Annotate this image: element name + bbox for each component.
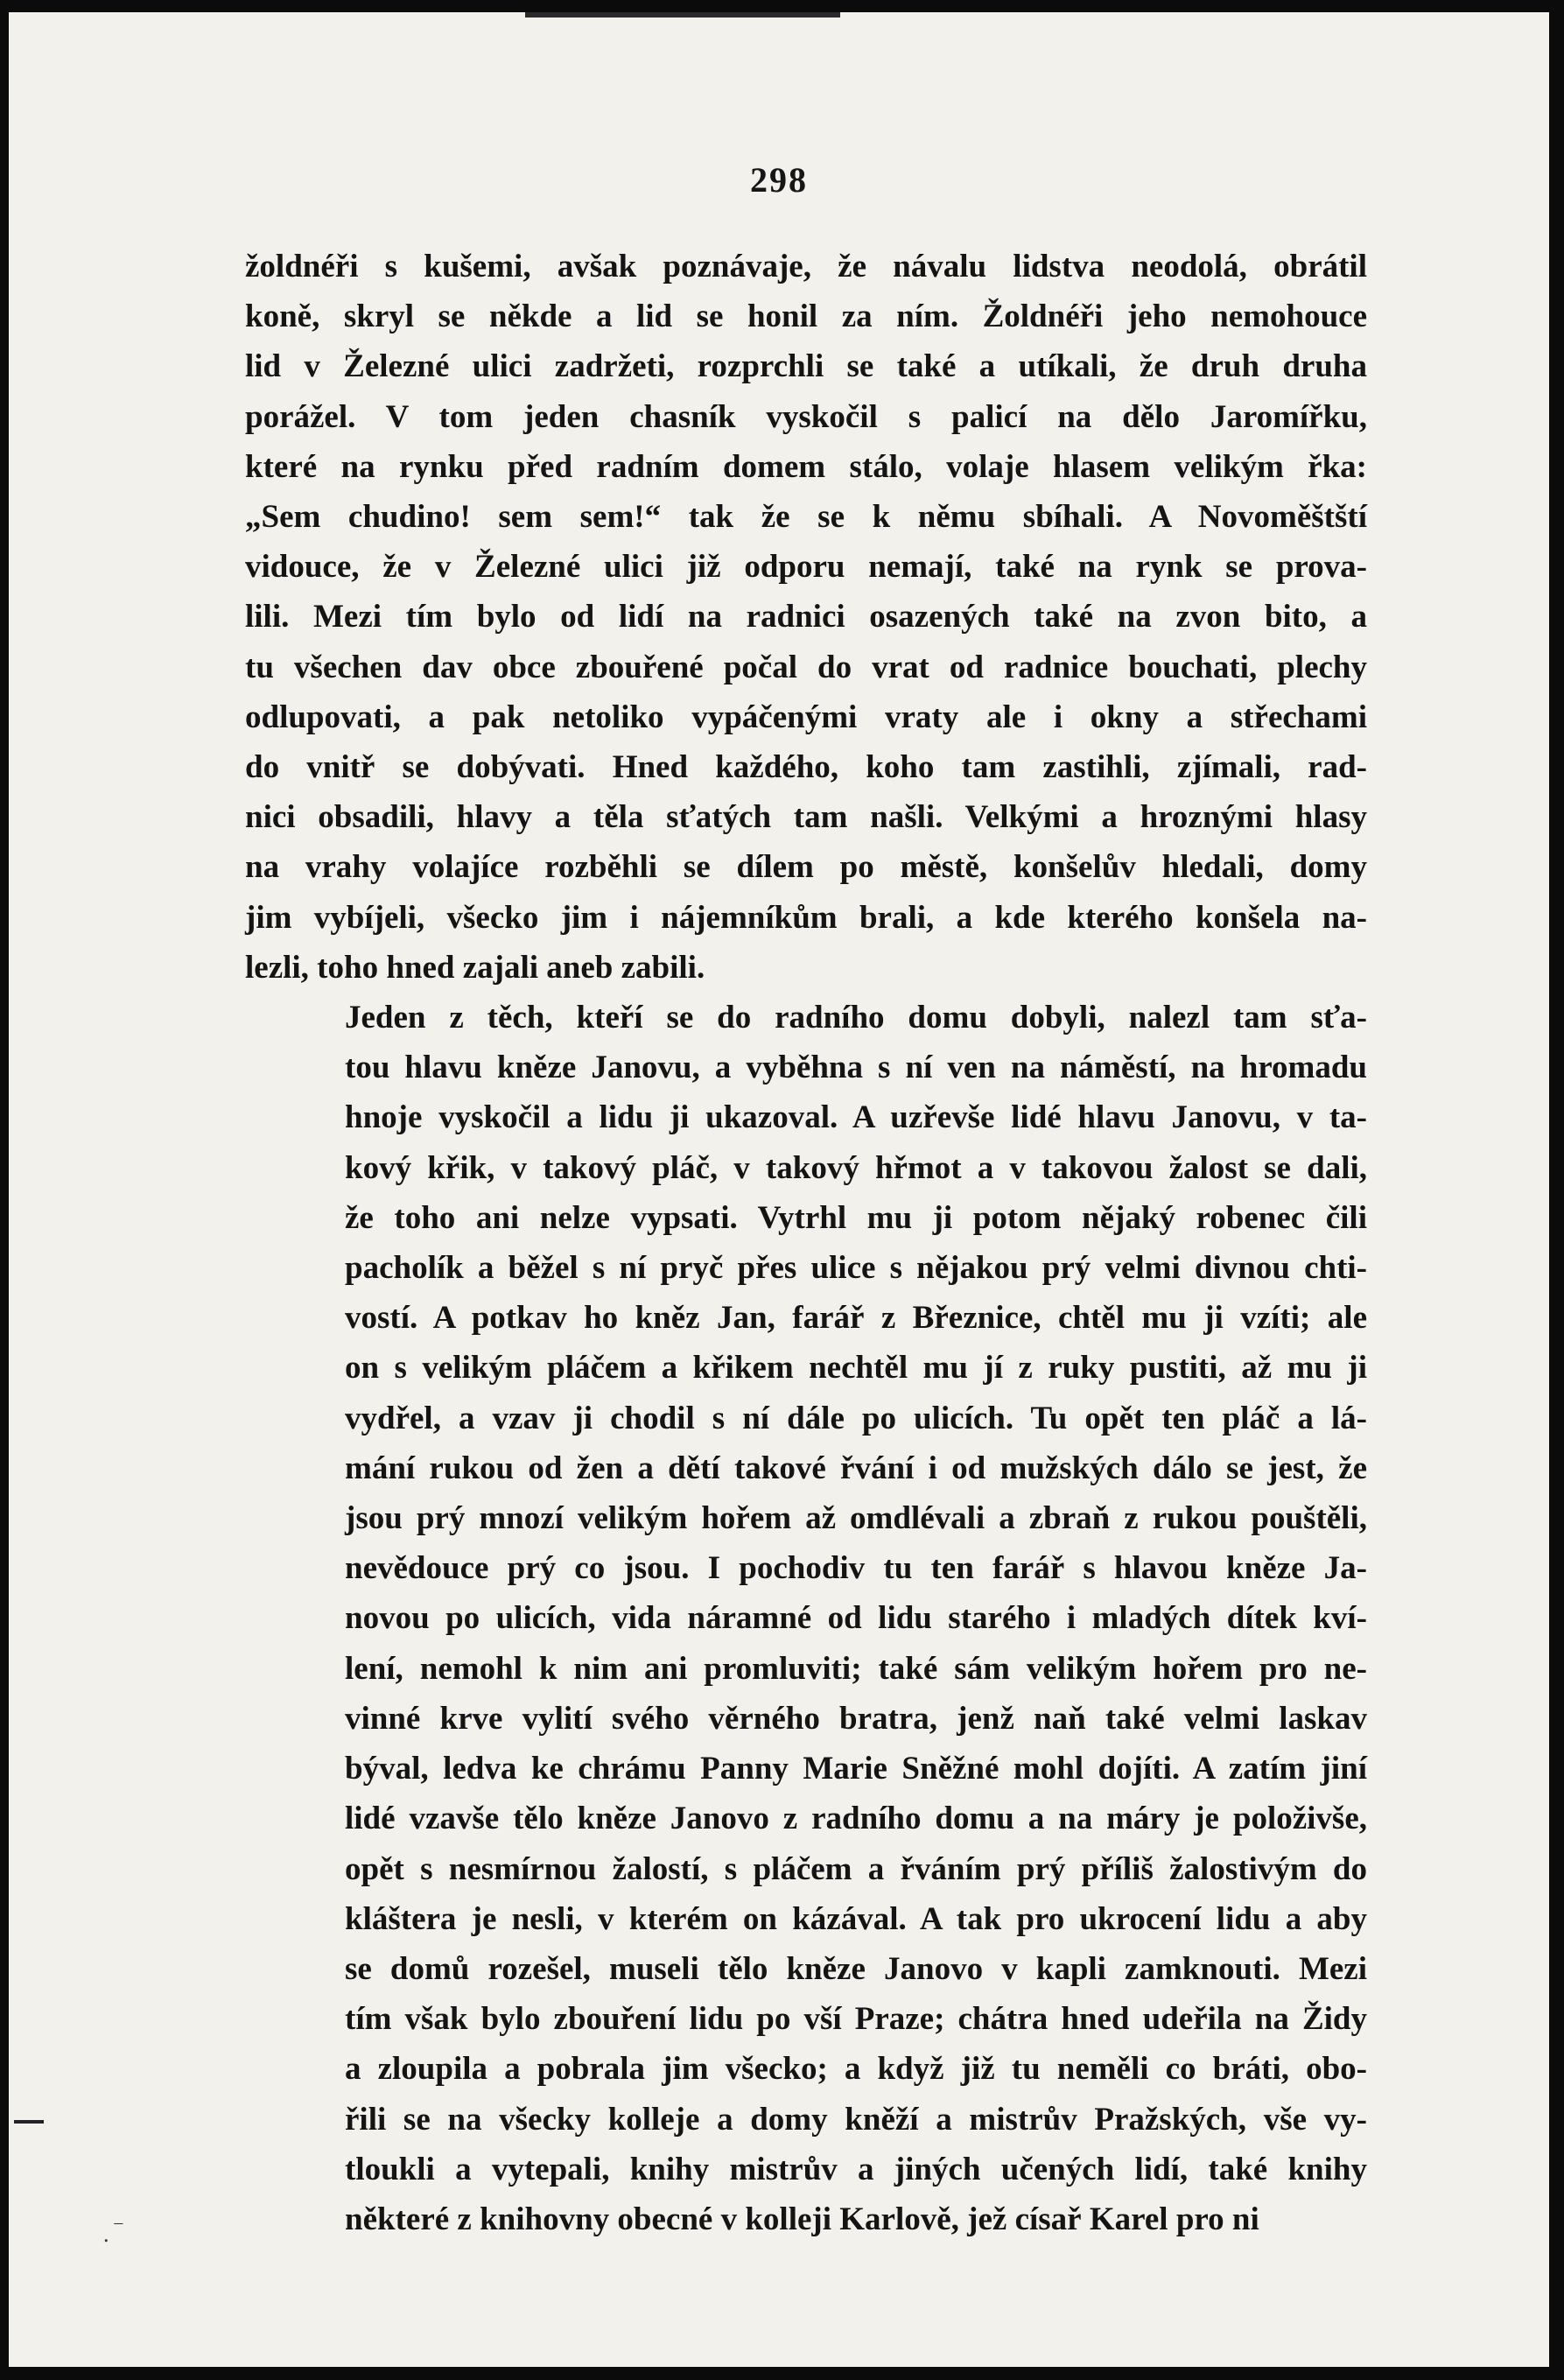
text-line: do vnitř se dobývati. Hned každého, koho tam zastihli, zjímali, rad- <box>245 749 1367 786</box>
text-line: se domů rozešel, museli tělo kněze Janovo v kapli zamknouti. Mezi <box>345 1950 1367 1987</box>
text-line: na vrahy volajíce rozběhli se dílem po městě, konšelův hledali, domy <box>245 849 1367 886</box>
text-line: že toho ani nelze vypsati. Vytrhl mu ji potom nějaký robenec čili <box>345 1199 1367 1236</box>
text-line: koně, skryl se někde a lid se honil za ním. Žoldnéři jeho nemohouce <box>245 298 1367 335</box>
text-line: Jeden z těch, kteří se do radního domu dobyli, nalezl tam sťa- <box>345 1000 1367 1036</box>
text-line: kláštera je nesli, v kterém on kázával. A tak pro ukrocení lidu a aby <box>345 1900 1367 1937</box>
text-line: lidé vzavše tělo kněze Janovo z radního domu a na máry je položivše, <box>345 1801 1367 1837</box>
text-line: tu všechen dav obce zbouřené počal do vrat od radnice bouchati, plechy <box>245 649 1367 685</box>
text-line: lili. Mezi tím bylo od lidí na radnici osazených také na zvon bito, a <box>245 599 1367 635</box>
binding-edge-mark <box>525 12 840 18</box>
text-line: opět s nesmírnou žalostí, s pláčem a řváním prý příliš žalostivým do <box>345 1850 1367 1887</box>
text-line: tou hlavu kněze Janovu, a vyběhna s ní ven na náměstí, na hromadu <box>345 1050 1367 1086</box>
text-line: nici obsadili, hlavy a těla sťatých tam našli. Velkými a hroznými hlasy <box>245 799 1367 836</box>
text-line: některé z knihovny obecné v kolleji Karlově, jež císař Karel pro ni <box>345 2201 1259 2237</box>
text-line: lení, nemohl k nim ani promluviti; také sám velikým hořem pro ne- <box>345 1650 1367 1687</box>
text-line: lezli, toho hned zajali aneb zabili. <box>245 949 705 986</box>
text-line: porážel. V tom jeden chasník vyskočil s palicí na dělo Jaromířku, <box>245 398 1367 435</box>
text-line: býval, ledva ke chrámu Panny Marie Sněžné mohl dojíti. A zatím jiní <box>345 1751 1367 1787</box>
margin-mark: . ‾ <box>103 2222 123 2247</box>
text-line: on s velikým pláčem a křikem nechtěl mu jí z ruky pustiti, až mu ji <box>345 1350 1367 1387</box>
text-line: jim vybíjeli, všecko jim i nájemníkům brali, a kde kterého konšela na- <box>245 899 1367 936</box>
text-line: lid v Železné ulici zadržeti, rozprchli se také a utíkali, že druh druha <box>245 348 1367 385</box>
text-line: vidouce, že v Železné ulici již odporu nemají, také na rynk se prova- <box>245 549 1367 586</box>
text-line: odlupovati, a pak netoliko vypáčenými vraty ale i okny a střechami <box>245 699 1367 735</box>
text-line: žoldnéři s kušemi, avšak poznávaje, že návalu lidstva neodolá, obrátil <box>245 249 1367 284</box>
text-line: vinné krve vylití svého věrného bratra, jenž naň také velmi laskav <box>345 1700 1367 1737</box>
text-line: nevědouce prý co jsou. I pochodiv tu ten farář s hlavou kněze Ja- <box>345 1550 1367 1587</box>
text-line: novou po ulicích, vida náramné od lidu starého i mladých dítek kví- <box>345 1600 1367 1637</box>
text-line: mání rukou od žen a dětí takové řvání i od mužských dálo se jest, že <box>345 1450 1367 1486</box>
paragraph-1 <box>245 242 1367 993</box>
body-text <box>245 242 1367 2244</box>
text-line: vostí. A potkav ho kněz Jan, farář z Březnice, chtěl mu ji vzíti; ale <box>345 1300 1367 1337</box>
text-line: vydřel, a vzav ji chodil s ní dále po ulicích. Tu opět ten pláč a lá- <box>345 1400 1367 1436</box>
text-line: kový křik, v takový pláč, v takový hřmot a v takovou žalost se dali, <box>345 1149 1367 1186</box>
text-line: hnoje vyskočil a lidu ji ukazoval. A uzřevše lidé hlavu Janovu, v ta- <box>345 1099 1367 1136</box>
text-line: řili se na všecky kolleje a domy kněží a mistrův Pražských, vše vy- <box>345 2101 1367 2138</box>
text-line: které na rynku před radním domem stálo, volaje hlasem velikým řka: <box>245 448 1367 485</box>
text-line: tím však bylo zbouření lidu po vší Praze; chátra hned udeřila na Židy <box>345 2001 1367 2038</box>
text-line: jsou prý mnozí velikým hořem až omdlévali a zbraň z rukou pouštěli, <box>345 1500 1367 1537</box>
text-line: „Sem chudino! sem sem!“ tak že se k němu sbíhali. A Novoměštští <box>245 499 1367 536</box>
paragraph-2 <box>245 993 1367 2244</box>
scanned-page <box>9 12 1549 2367</box>
margin-mark <box>14 2120 44 2124</box>
page-number: 298 <box>750 160 808 200</box>
text-line: pacholík a běžel s ní pryč přes ulice s nějakou prý velmi divnou chti- <box>345 1250 1367 1287</box>
text-line: a zloupila a pobrala jim všecko; a když již tu neměli co bráti, obo- <box>345 2051 1367 2088</box>
text-line: tloukli a vytepali, knihy mistrův a jiných učených lidí, také knihy <box>345 2151 1367 2187</box>
